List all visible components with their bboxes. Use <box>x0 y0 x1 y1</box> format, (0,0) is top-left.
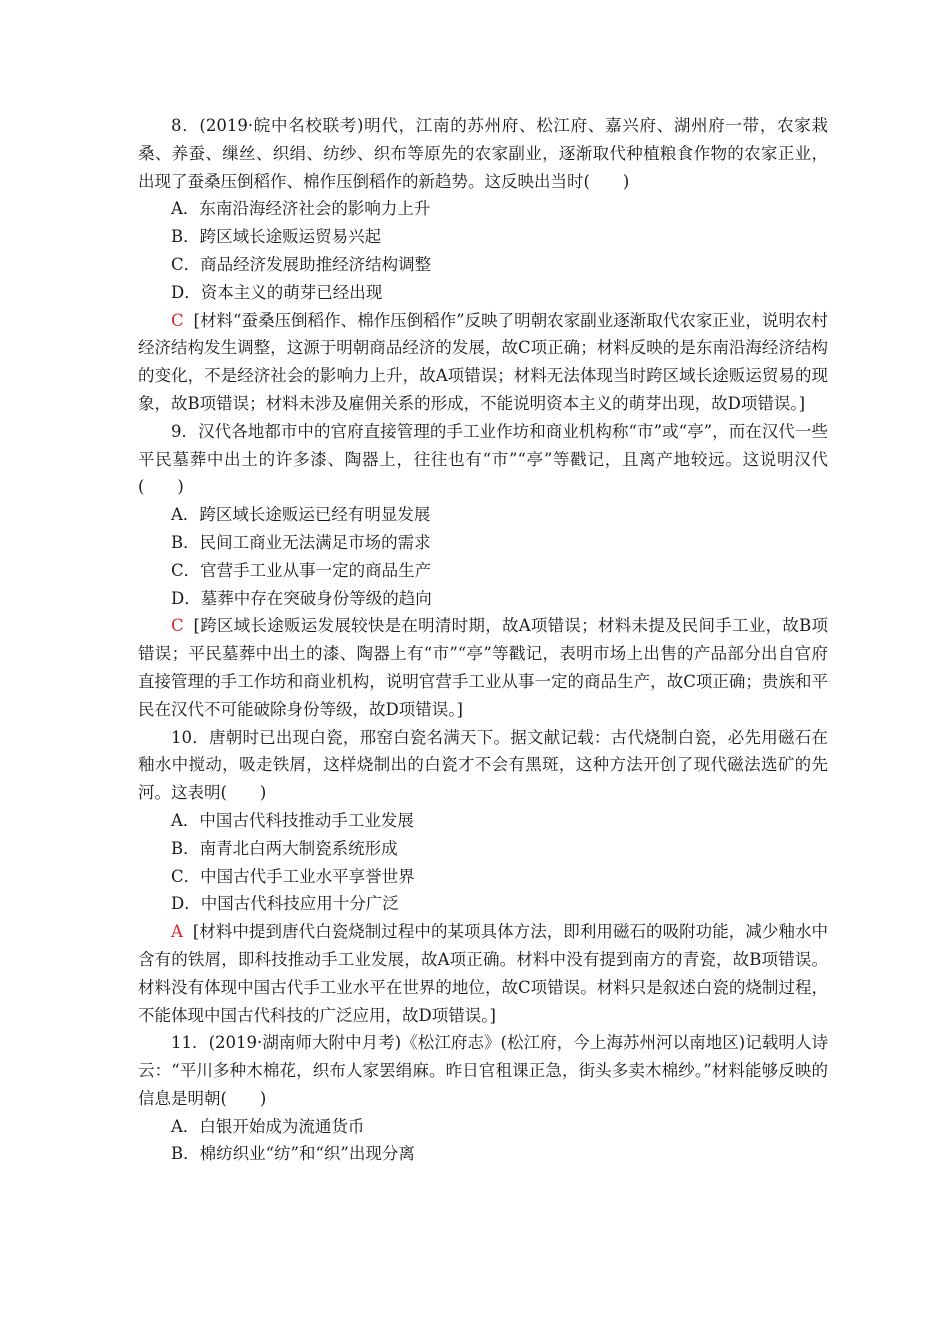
question-stem: 9．汉代各地都市中的官府直接管理的手工业作坊和商业机构称“市”或“亭”，而在汉代一些平民墓葬中出土的许多漆、陶器上，往往也有“市”“亭”等戳记，且离产地较远。这说明汉代( ) <box>138 421 828 497</box>
option-a: A．东南沿海经济社会的影响力上升 <box>171 199 431 219</box>
option-d: D．资本主义的萌芽已经出现 <box>171 282 383 302</box>
question-stem: 10．唐朝时已出现白瓷，邢窑白瓷名满天下。据文献记载：古代烧制白瓷，必先用磁石在釉水中搅动，吸走铁屑，这样烧制出的白瓷才不会有黑斑，这种方法开创了现代磁法选矿的先河。这表明( ) <box>138 727 828 803</box>
answer-letter: C <box>171 310 184 330</box>
question-10 <box>138 724 828 1030</box>
explanation-text: [材料中提到唐代白瓷烧制过程中的某项具体方法，即利用磁石的吸附功能，减少釉水中含有的铁屑，即科技推动手工业发展，故A项正确。材料中没有提到南方的青瓷，故B项错误。材料没有体现中国古代手工业水平在世界的地位，故C项错误。材料只是叙述白瓷的烧制过程，不能体现中国古代科技的广泛应用，故D项错误。] <box>138 922 828 1025</box>
question-9 <box>138 418 828 724</box>
option-a: A．白银开始成为流通货币 <box>171 1116 365 1136</box>
answer-explanation <box>138 918 828 1029</box>
option-d: D．中国古代科技应用十分广泛 <box>171 894 399 914</box>
question-stem: 8．(2019·皖中名校联考)明代，江南的苏州府、松江府、嘉兴府、湖州府一带，农家栽桑、养蚕、缫丝、织绢、纺纱、织布等原先的农家副业，逐渐取代种植粮食作物的农家正业，出现了蚕桑压倒稻作、棉作压倒稻作的新趋势。这反映出当时( ) <box>138 116 828 191</box>
question-8 <box>138 112 828 418</box>
explanation-text: [材料“蚕桑压倒稻作、棉作压倒稻作”反映了明朝农家副业逐渐取代农家正业，说明农村经济结构发生调整，这源于明朝商品经济的发展，故C项正确；材料反映的是东南沿海经济结构的变化，不是经济社会的影响力上升，故A项错误；材料无法体现当时跨区域长途贩运贸易的现象，故B项错误；材料未涉及雇佣关系的形成，不能说明资本主义的萌芽出现，故D项错误。] <box>138 310 828 413</box>
option-a: A．中国古代科技推动手工业发展 <box>171 810 414 830</box>
option-b: B．棉纺织业“纺”和“织”出现分离 <box>171 1144 415 1164</box>
answer-letter: A <box>171 922 183 942</box>
option-c: C．中国古代手工业水平享誉世界 <box>171 866 415 886</box>
answer-explanation <box>138 307 828 418</box>
option-b: B．民间工商业无法满足市场的需求 <box>171 532 431 552</box>
option-a: A．跨区域长途贩运已经有明显发展 <box>171 505 431 525</box>
option-d: D．墓葬中存在突破身份等级的趋向 <box>171 588 432 608</box>
question-11 <box>138 1029 828 1168</box>
option-c: C．商品经济发展助推经济结构调整 <box>171 254 432 274</box>
answer-explanation <box>138 612 828 723</box>
option-b: B．跨区域长途贩运贸易兴起 <box>171 227 382 247</box>
document-body <box>138 112 828 1168</box>
answer-letter: C <box>171 616 184 636</box>
question-stem: 11．(2019·湖南师大附中月考)《松江府志》(松江府，今上海苏州河以南地区)记载明人诗云：“平川多种木棉花，织布人家罢绢麻。昨日官租课正急，街头多卖木棉纱。”材料能够反映的信息是明朝( ) <box>138 1033 828 1108</box>
explanation-text: [跨区域长途贩运发展较快是在明清时期，故A项错误；材料未提及民间手工业，故B项错误；平民墓葬中出土的漆、陶器上有“市”“亭”等戳记，表明市场上出售的产品部分出自官府直接管理的手工作坊和商业机构，说明官营手工业从事一定的商品生产，故C项正确；贵族和平民在汉代不可能破除身份等级，故D项错误。] <box>138 616 828 719</box>
option-b: B．南青北白两大制瓷系统形成 <box>171 838 398 858</box>
option-c: C．官营手工业从事一定的商品生产 <box>171 560 432 580</box>
